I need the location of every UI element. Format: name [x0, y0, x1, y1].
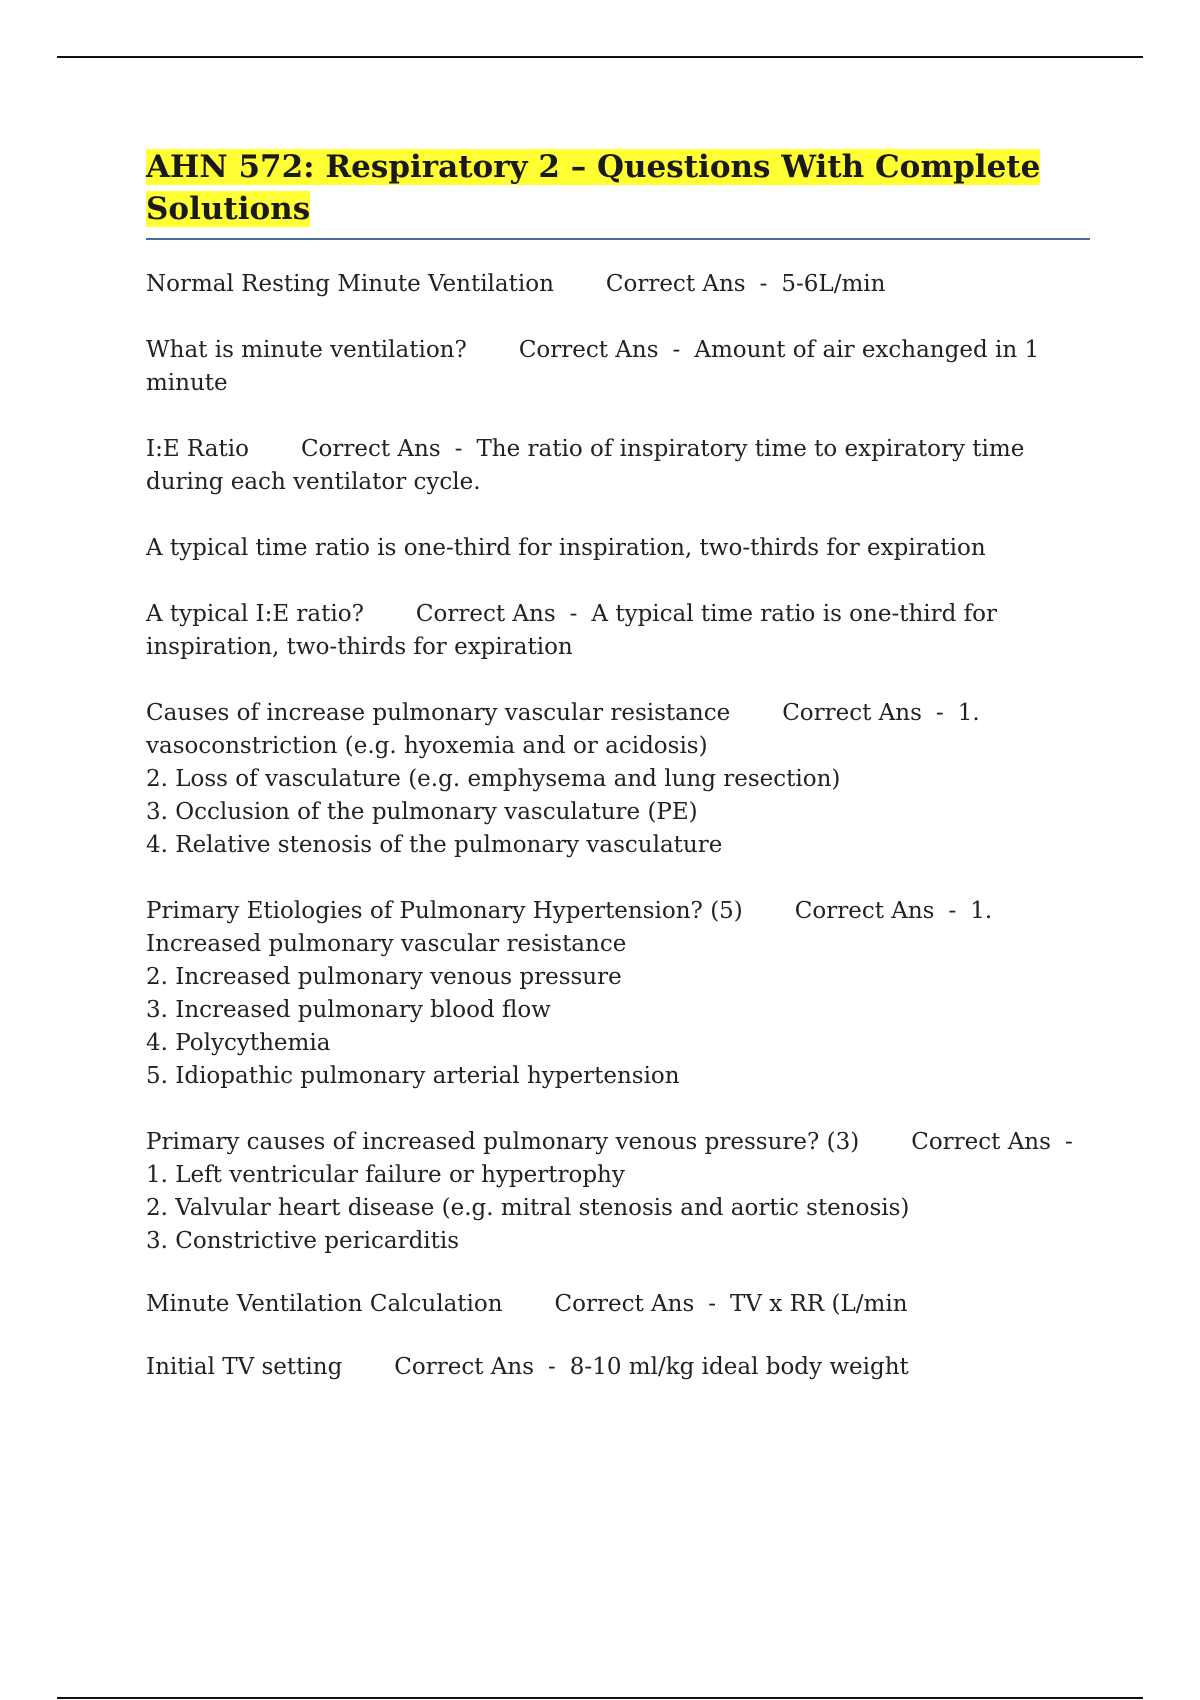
answer-label: Correct Ans [605, 271, 746, 297]
answer-separator: - [672, 337, 681, 363]
answer-line: 4. Polycythemia [146, 1030, 331, 1056]
answer-separator: - [948, 898, 957, 924]
question-text: Minute Ventilation Calculation [146, 1291, 503, 1317]
qa-item [146, 334, 1090, 400]
answer-separator: - [935, 700, 944, 726]
answer-line: 3. Occlusion of the pulmonary vasculature (PE) [146, 799, 698, 825]
title-line-1: AHN 572: Respiratory 2 – Questions With Complete [146, 149, 1041, 185]
question-text: Primary causes of increased pulmonary venous pressure? (3) [146, 1129, 860, 1155]
answer-label: Correct Ans [794, 898, 935, 924]
answer-separator: - [548, 1354, 556, 1380]
footer-rule [57, 1697, 1143, 1699]
answer-text: 1. Left ventricular failure or hypertrophy [146, 1162, 625, 1188]
answer-text: 1. vasoconstriction (e.g. hyoxemia and or acidosis) [146, 700, 980, 759]
question-text: Primary Etiologies of Pulmonary Hypertension? (5) [146, 898, 743, 924]
answer-text: The ratio of inspiratory time to expiratory time during each ventilator cycle. [146, 436, 1025, 495]
answer-text: Amount of air exchanged in 1 minute [146, 337, 1040, 396]
answer-text: 1. Increased pulmonary vascular resistance [146, 898, 993, 957]
answer-line: 4. Relative stenosis of the pulmonary vasculature [146, 832, 723, 858]
answer-text: TV x RR (L/min [730, 1291, 908, 1317]
qa-item [146, 433, 1090, 499]
qa-list [146, 268, 1090, 1384]
answer-separator: - [708, 1291, 717, 1317]
answer-line: 3. Constrictive pericarditis [146, 1228, 460, 1254]
title-line-2: Solutions [146, 191, 311, 227]
answer-label: Correct Ans [415, 601, 556, 627]
answer-label: Correct Ans [911, 1129, 1051, 1155]
qa-item [146, 1126, 1090, 1258]
answer-label: Correct Ans [518, 337, 659, 363]
answer-separator: - [759, 271, 768, 297]
answer-text: A typical time ratio is one-third for inspiration, two-thirds for expiration [146, 601, 998, 660]
question-text: A typical I:E ratio? [146, 601, 364, 627]
answer-line: 2. Valvular heart disease (e.g. mitral stenosis and aortic stenosis) [146, 1195, 910, 1221]
document-title [146, 146, 1090, 230]
question-text: Causes of increase pulmonary vascular resistance [146, 700, 731, 726]
qa-item [146, 598, 1090, 664]
document-content [146, 146, 1090, 1384]
answer-separator: - [454, 436, 463, 462]
answer-label: Correct Ans [554, 1291, 695, 1317]
question-text: Initial TV setting [146, 1354, 343, 1380]
title-underline [146, 238, 1090, 240]
header-rule [57, 56, 1143, 58]
question-text: What is minute ventilation? [146, 337, 467, 363]
question-text: I:E Ratio [146, 436, 249, 462]
answer-label: Correct Ans [782, 700, 922, 726]
answer-label: Correct Ans [394, 1354, 535, 1380]
answer-line: 2. Increased pulmonary venous pressure [146, 964, 622, 990]
qa-item [146, 1351, 1090, 1384]
question-text: Normal Resting Minute Ventilation [146, 271, 554, 297]
answer-line: 5. Idiopathic pulmonary arterial hypertension [146, 1063, 680, 1089]
qa-item [146, 1288, 1090, 1321]
answer-text: 8-10 ml/kg ideal body weight [569, 1354, 909, 1380]
qa-item [146, 895, 1090, 1093]
answer-text: 5-6L/min [781, 271, 886, 297]
qa-item [146, 697, 1090, 862]
answer-line: 2. Loss of vasculature (e.g. emphysema and lung resection) [146, 766, 841, 792]
answer-separator: - [569, 601, 578, 627]
answer-label: Correct Ans [300, 436, 441, 462]
qa-item [146, 268, 1090, 301]
answer-extra-paragraph: A typical time ratio is one-third for inspiration, two-thirds for expiration [146, 535, 986, 561]
answer-line: 3. Increased pulmonary blood flow [146, 997, 551, 1023]
answer-separator: - [1064, 1129, 1073, 1155]
